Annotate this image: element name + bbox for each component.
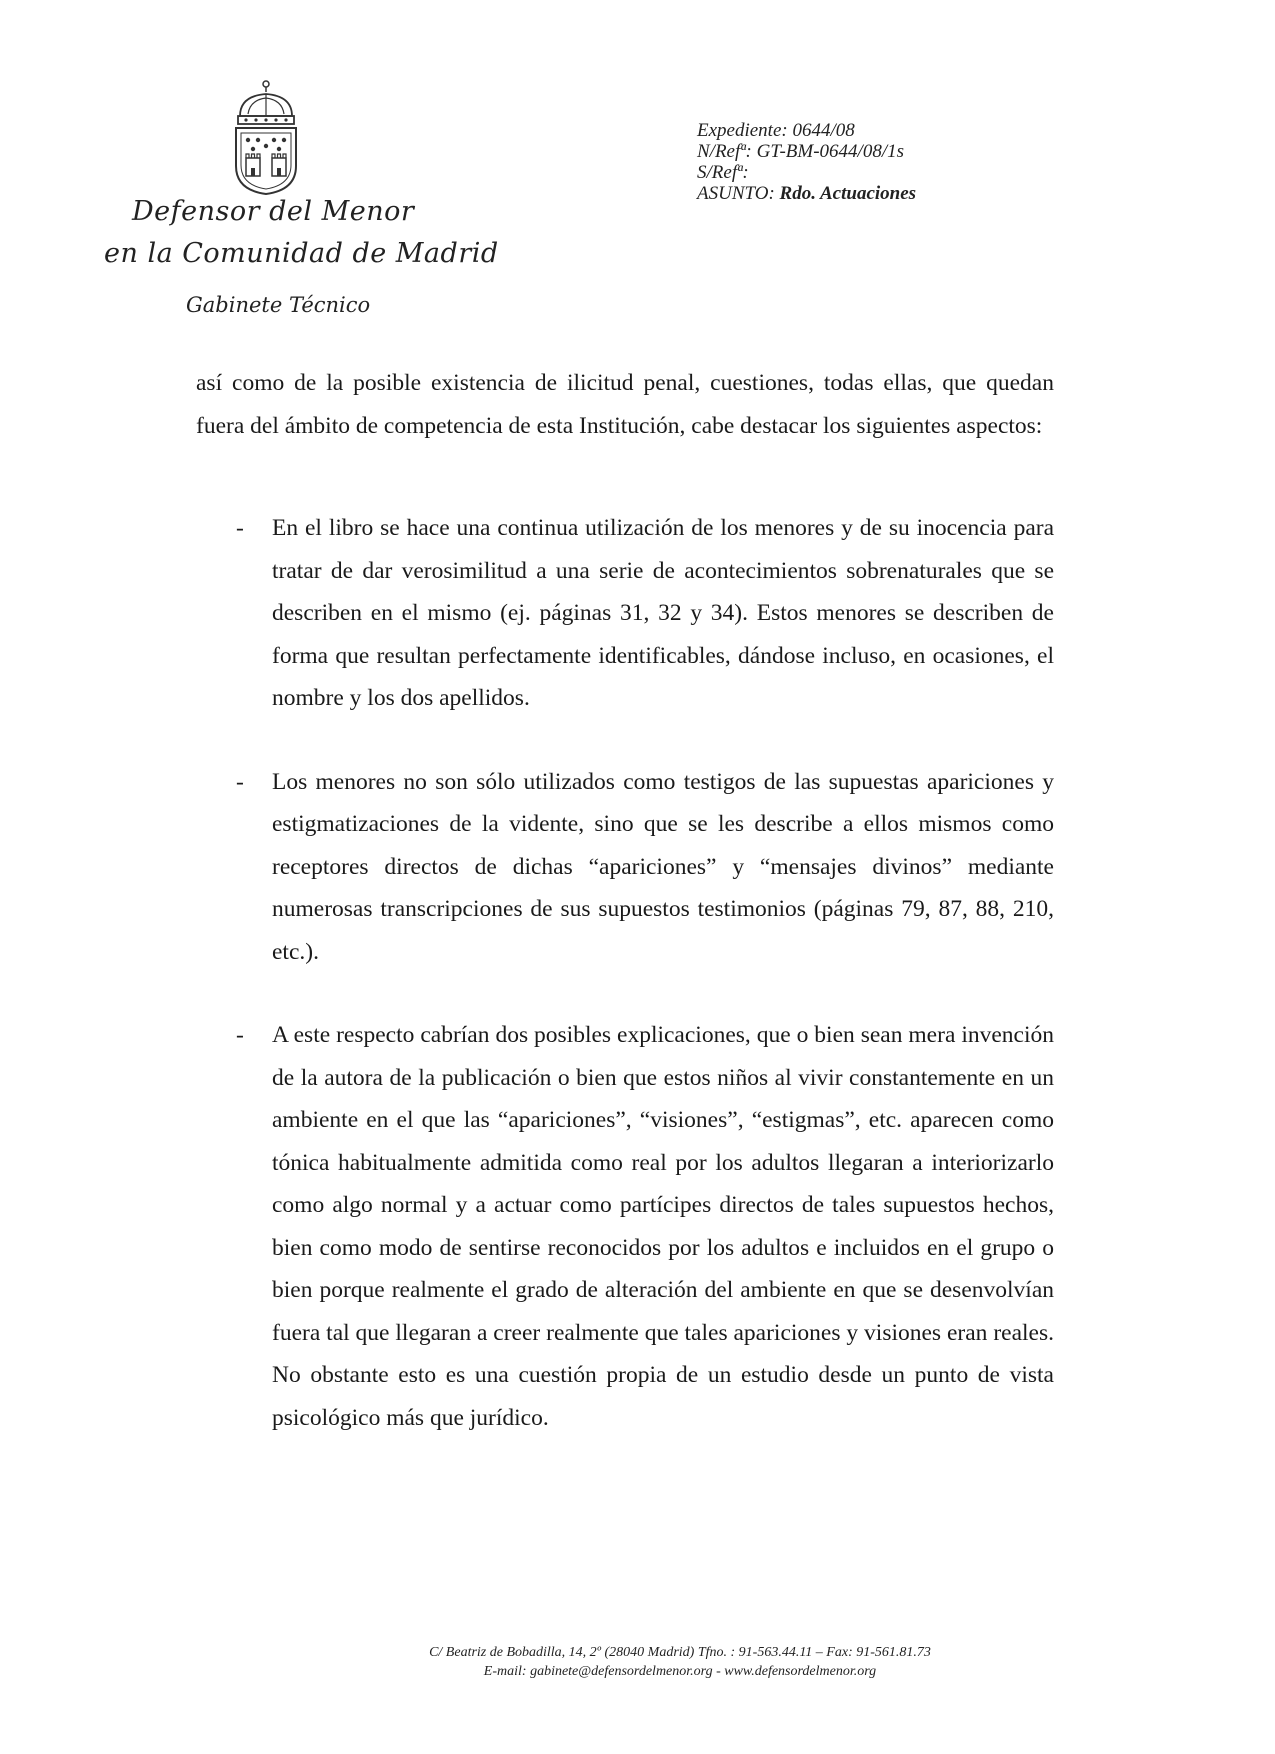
letterhead [96,78,499,338]
your-reference-line [697,162,916,183]
list-item-text: En el libro se hace una continua utilización de los menores y de su inocencia para tratar de dar verosimilitud a una serie de acontecimientos sobrenaturales que se describen en el mismo (ej. páginas 31, 32 y 34). Estos menores se describen de forma que resultan perfectamente identificables, dándose incluso, en ocasiones, el nombre y los dos apellidos. [272,515,1054,711]
aspects-list [196,507,1054,1439]
department-name: Gabinete Técnico [186,293,371,317]
bullet-dash: - [236,515,244,541]
institution-name-line2: en la Comunidad de Madrid [104,238,499,269]
our-reference-line [697,141,916,162]
page-footer [300,1643,1060,1681]
list-item [196,507,1054,720]
file-number-value: 0644/08 [792,120,855,141]
our-reference-value: GT-BM-0644/08/1s [756,141,905,162]
institution-name-line1: Defensor del Menor [132,196,415,227]
bullet-dash: - [236,768,244,795]
file-number-line [697,120,916,141]
footer-address: C/ Beatriz de Bobadilla, 14, 2º (28040 Madrid) Tfno. : 91-563.44.11 – Fax: 91-561.81.73 [429,1645,931,1660]
list-item-text: A este respecto cabrían dos posibles explicaciones, que o bien sean mera invención de la autora de la publicación o bien que estos niños al vivir constantemente en un ambiente en el que las “apariciones”, “visiones”, “estigmas”, etc. aparecen como tónica habitualmente admitida como real por los adultos llegaran a interiorizarlo como algo normal y a actuar como partícipes directos de tales supuestos hechos, bien como modo de sentirse reconocidos por los adultos e incluidos en el grupo o bien porque realmente el grado de alteración del ambiente en que se desenvolvían fuera tal que llegaran a creer realmente que tales apariciones y visiones eran reales. No obstante esto es una cuestión propia de un estudio desde un punto de vista psicológico más que jurídico. [272,1022,1054,1431]
letter-body [196,362,1054,1480]
list-item [196,761,1054,974]
list-item [196,1014,1054,1439]
list-item-text: Los menores no son sólo utilizados como testigos de las supuestas apariciones y estigmatizaciones de la vidente, sino que se les describe a ellos mismos como receptores directos de dichas “apariciones” y “mensajes divinos” mediante numerosas transcripciones de sus supuestos testimonios (páginas 79, 87, 88, 210, etc.). [272,768,1054,965]
coat-of-arms-icon [226,78,306,198]
your-reference-label: S/Refª: [697,162,749,183]
file-number-label: Expediente: [697,120,788,141]
subject-label: ASUNTO: [697,183,775,204]
subject-line [697,183,916,204]
intro-paragraph: así como de la posible existencia de ilicitud penal, cuestiones, todas ellas, que quedan fuera del ámbito de competencia de esta Institución, cabe destacar los siguientes aspectos: [196,370,1054,439]
reference-block [697,120,916,204]
footer-contact: E-mail: gabinete@defensordelmenor.org - www.defensordelmenor.org [483,1664,877,1679]
our-reference-label: N/Refª: [697,141,752,162]
subject-value: Rdo. Actuaciones [779,183,917,204]
bullet-dash: - [236,1022,244,1048]
